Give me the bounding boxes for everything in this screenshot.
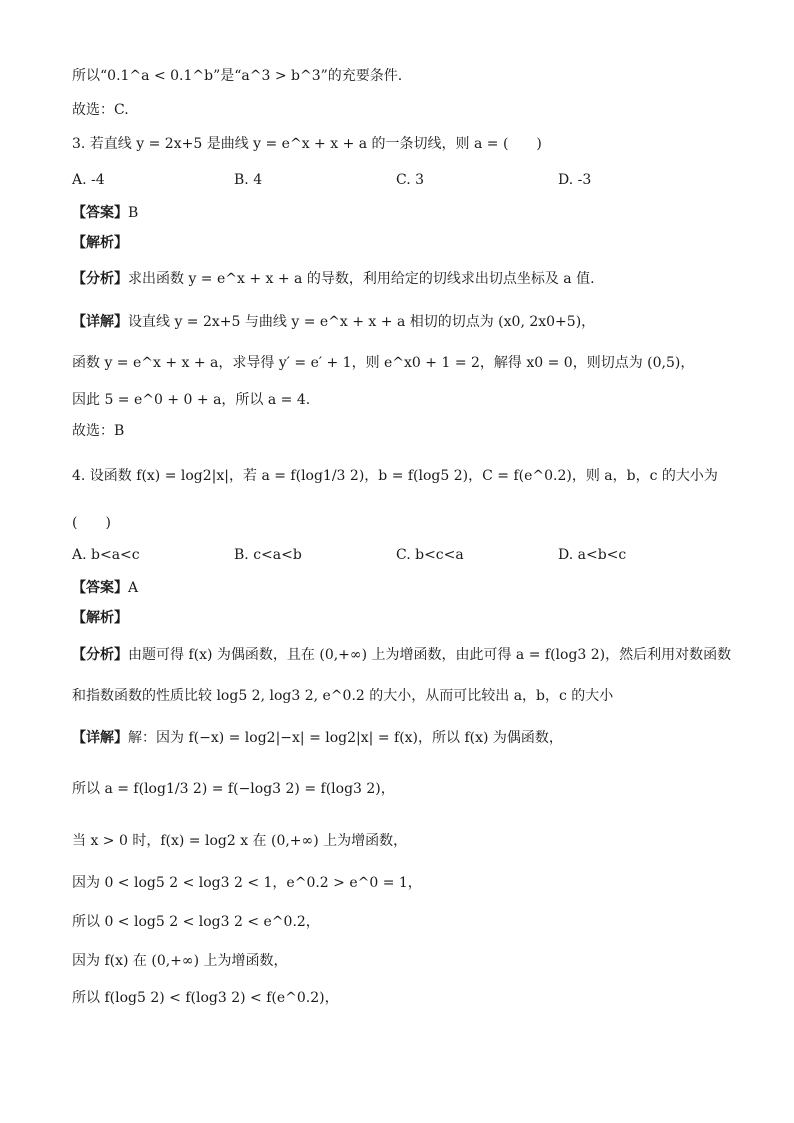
q3-jiexi: 【解析】 — [72, 235, 128, 251]
q4-option-c: C. b<c<a — [396, 547, 464, 563]
fenxi-label: 【分析】 — [72, 271, 128, 287]
answer-value: A — [128, 580, 139, 596]
q3-xiangjie — [72, 312, 595, 332]
question-4: 4. 设函数 f(x) = log2|x|，若 a = f(log1/3 2)，b = f(log5 2)，C = f(e^0.2)，则 a，b，c 的大小为 — [72, 468, 718, 484]
answer-value: B — [128, 205, 139, 221]
q4-xiangjie — [72, 728, 563, 748]
q3-answer — [72, 203, 138, 223]
q3-option-d: D. -3 — [558, 172, 592, 188]
q4-fenxi — [72, 645, 731, 665]
answer-label: 【答案】 — [72, 205, 128, 221]
q3-option-b: B. 4 — [234, 172, 263, 188]
q4-line-7: 所以 f(log5 2) < f(log3 2) < f(e^0.2)， — [72, 990, 339, 1006]
q4-line-5: 所以 0 < log5 2 < log3 2 < e^0.2， — [72, 914, 320, 930]
q4-line-6: 因为 f(x) 在 (0,+∞) 上为增函数， — [72, 953, 288, 969]
q3-line-3: 因此 5 = e^0 + 0 + a，所以 a = 4. — [72, 392, 311, 408]
q3-fenxi — [72, 269, 595, 289]
xiangjie-text: 解：因为 f(−x) = log2|−x| = log2|x| = f(x)，所以 f(x) 为偶函数， — [128, 730, 563, 746]
fenxi-text: 由题可得 f(x) 为偶函数，且在 (0,+∞) 上为增函数，由此可得 a = f(log3 2)，然后利用对数函数 — [128, 647, 732, 663]
q4-answer — [72, 578, 138, 598]
q4-paren: ( ) — [72, 515, 111, 531]
xiangjie-label: 【详解】 — [72, 730, 128, 746]
q3-option-c: C. 3 — [396, 172, 425, 188]
xiangjie-text: 设直线 y = 2x+5 与曲线 y = e^x + x + a 相切的切点为 (x0, 2x0+5)， — [128, 314, 596, 330]
answer-label: 【答案】 — [72, 580, 128, 596]
fenxi-text: 求出函数 y = e^x + x + a 的导数，利用给定的切线求出切点坐标及 a 值. — [128, 271, 595, 287]
fenxi-label: 【分析】 — [72, 647, 128, 663]
q4-jiexi: 【解析】 — [72, 610, 128, 626]
line-l2: 故选：C. — [72, 102, 129, 118]
q4-option-a: A. b<a<c — [72, 547, 140, 563]
q4-line-2: 所以 a = f(log1/3 2) = f(−log3 2) = f(log3 2)， — [72, 781, 395, 797]
xiangjie-label: 【详解】 — [72, 314, 128, 330]
q3-line-2: 函数 y = e^x + x + a，求导得 y′ = e′ + 1，则 e^x0 + 1 = 2，解得 x0 = 0，则切点为 (0,5)， — [72, 355, 695, 371]
q3-line-4: 故选：B — [72, 423, 125, 439]
line-l1: 所以“0.1^a < 0.1^b”是“a^3 > b^3”的充要条件. — [72, 68, 403, 84]
q4-fenxi-2: 和指数函数的性质比较 log5 2, log3 2, e^0.2 的大小，从而可比较出 a，b，c 的大小 — [72, 688, 614, 704]
q4-line-3: 当 x > 0 时，f(x) = log2 x 在 (0,+∞) 上为增函数， — [72, 833, 408, 849]
q4-line-4: 因为 0 < log5 2 < log3 2 < 1，e^0.2 > e^0 = 1， — [72, 875, 422, 891]
q4-option-d: D. a<b<c — [558, 547, 627, 563]
q4-option-b: B. c<a<b — [234, 547, 302, 563]
q3-option-a: A. -4 — [72, 172, 105, 188]
question-3: 3. 若直线 y = 2x+5 是曲线 y = e^x + x + a 的一条切线，则 a = ( ) — [72, 136, 542, 152]
